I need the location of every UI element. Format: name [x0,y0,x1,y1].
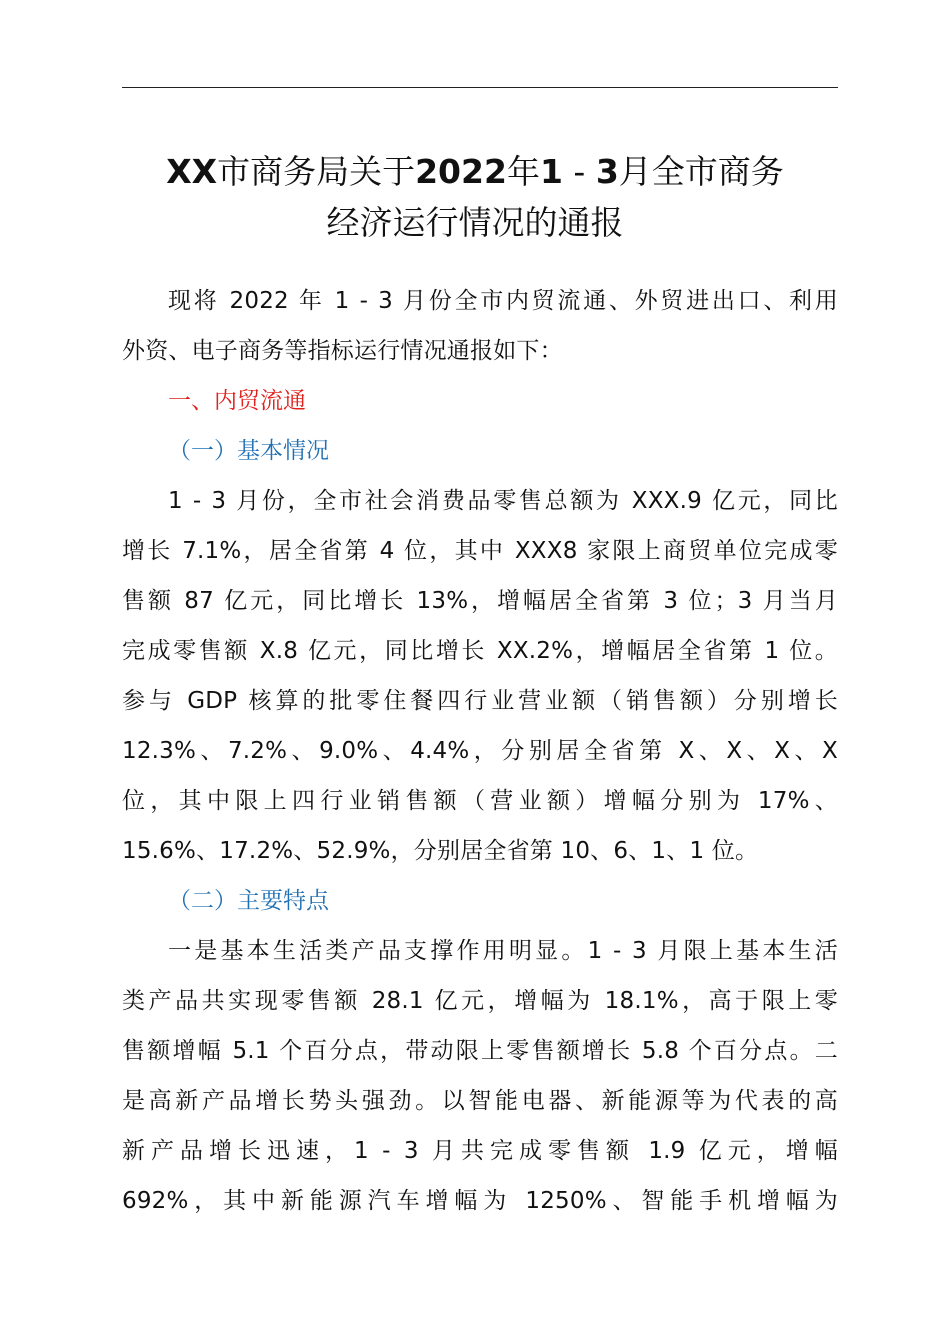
text-line: 增长 7.1%，居全省第 4 位，其中 XXX8 家限上商贸单位完成零 [122,538,838,564]
text-line: 外资、电子商务等指标运行情况通报如下： [122,338,563,364]
section-heading-domestic-trade: 一、内贸流通 [168,388,306,414]
intro-paragraph [122,276,838,376]
text-line: 692%，其中新能源汽车增幅为 1250%、智能手机增幅为 [122,1188,838,1214]
document-body [122,276,838,1226]
text-line: 新产品增长迅速，1 - 3 月共完成零售额 1.9 亿元，增幅 [122,1138,838,1164]
main-features-paragraph [122,926,838,1226]
text-line: 12.3%、7.2%、9.0%、4.4%，分别居全省第 X、X、X、X [122,738,838,764]
title-line-1: XX市商务局关于2022年1 - 3月全市商务 [166,152,784,191]
text-line: 一是基本生活类产品支撑作用明显。1 - 3 月限上基本生活 [168,938,838,964]
text-line: 1 - 3 月份，全市社会消费品零售总额为 XXX.9 亿元，同比 [168,488,838,514]
text-line: 售额增幅 5.1 个百分点，带动限上零售额增长 5.8 个百分点。二 [122,1038,838,1064]
text-line: 参与 GDP 核算的批零住餐四行业营业额（销售额）分别增长 [122,688,838,714]
basic-situation-paragraph [122,476,838,876]
subsection-heading-main-features: （二）主要特点 [168,888,329,914]
text-line: 售额 87 亿元，同比增长 13%，增幅居全省第 3 位；3 月当月 [122,588,838,614]
text-line: 是高新产品增长势头强劲。以智能电器、新能源等为代表的高 [122,1088,838,1114]
title-line-2: 经济运行情况的通报 [326,203,624,242]
text-line: 15.6%、17.2%、52.9%，分别居全省第 10、6、1、1 位。 [122,838,759,864]
header-rule [122,87,838,88]
text-line: 位，其中限上四行业销售额（营业额）增幅分别为 17%、 [122,788,838,814]
text-line: 完成零售额 X.8 亿元，同比增长 XX.2%，增幅居全省第 1 位。 [122,638,838,664]
document-title [100,146,850,248]
text-line: 类产品共实现零售额 28.1 亿元，增幅为 18.1%，高于限上零 [122,988,838,1014]
subsection-heading-basic-situation: （一）基本情况 [168,438,329,464]
text-line: 现将 2022 年 1 - 3 月份全市内贸流通、外贸进出口、利用 [168,288,838,314]
